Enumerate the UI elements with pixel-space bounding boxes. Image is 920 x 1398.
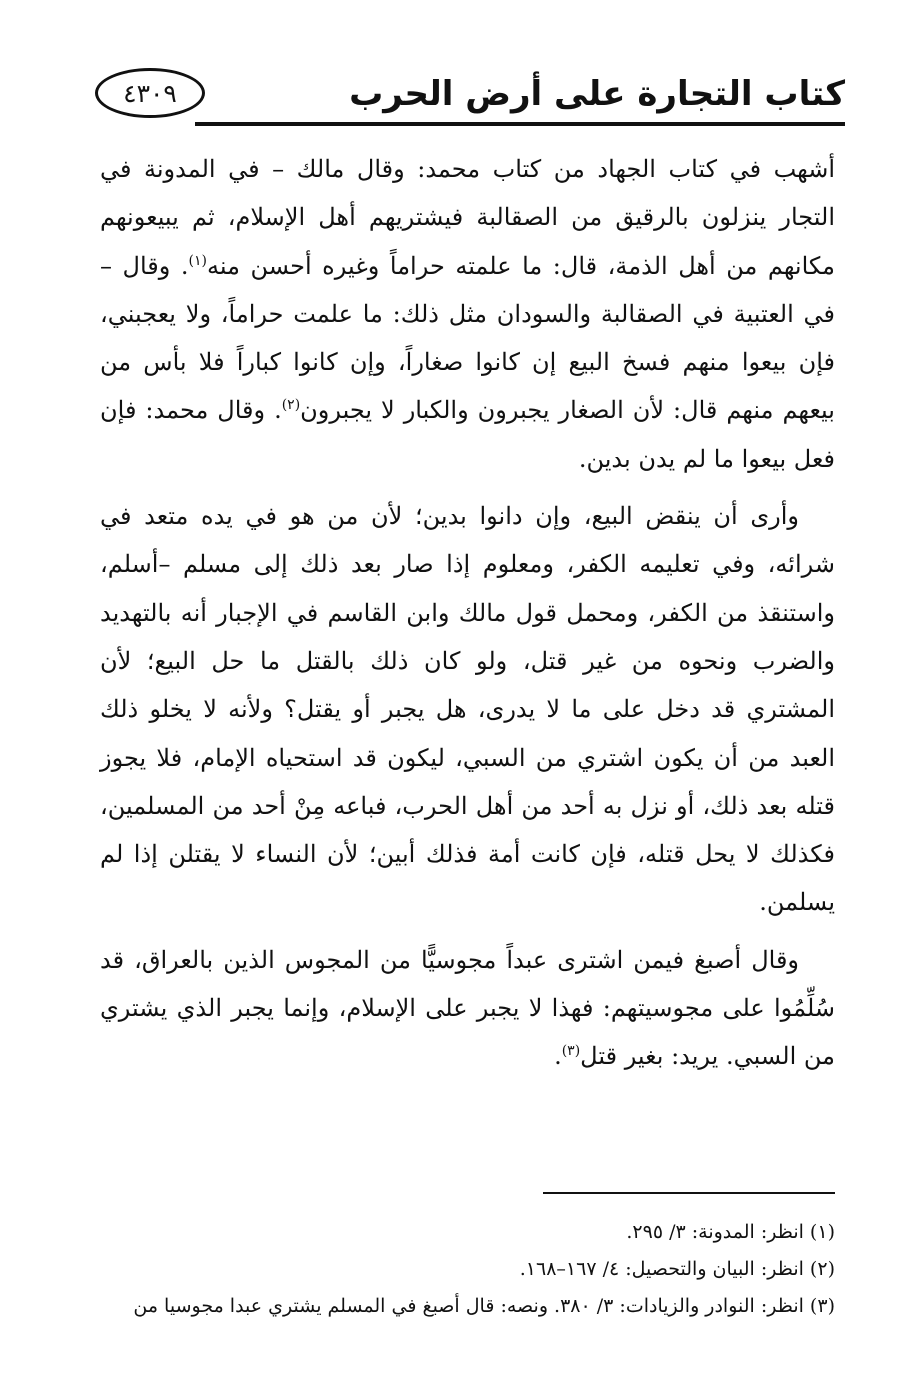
page-number: ٤٣٠٩ — [123, 78, 177, 108]
footnote-ref-3: (٣) — [561, 1043, 581, 1060]
body-text — [100, 145, 835, 1081]
footnote-ref-1: (١) — [188, 252, 207, 269]
paragraph-1-text-a: أشهب في كتاب الجهاد من كتاب محمد: وقال مالك – في المدونة في التجار ينزلون بالرقيق من الصقالبة فيشتريهم أهل الإسلام، ثم يبيعونهم مكانهم من أهل الذمة، قال: ما علمته حراماً وغيره أحسن منه — [100, 155, 835, 280]
paragraph-3 — [100, 936, 835, 1081]
page-number-oval — [95, 68, 205, 118]
footnote-1: (١) انظر: المدونة: ٣/ ٢٩٥. — [626, 1221, 835, 1243]
footnote-separator — [543, 1192, 835, 1194]
footnotes — [100, 1214, 835, 1325]
paragraph-3-text: وقال أصبغ فيمن اشترى عبداً مجوسيًّا من المجوس الذين بالعراق، قد سُلِّمُوا على مجوسيتهم: فهذا لا يجبر على الإسلام، وإنما يجبر الذي يشتري من السبي. يريد: بغير قتل — [100, 945, 835, 1071]
page-header — [95, 66, 845, 128]
footnote-3: (٣) انظر: النوادر والزيادات: ٣/ ٣٨٠. ونصه: قال أصبغ في المسلم يشتري عبدا مجوسيا من — [133, 1295, 835, 1317]
footnote-ref-2: (٢) — [281, 397, 301, 414]
book-title: كتاب التجارة على أرض الحرب — [349, 74, 845, 114]
paragraph-3-end: . — [554, 1042, 562, 1071]
paragraph-1-text-c: . وقال محمد: فإن فعل بيعوا ما لم يدن بدين. — [100, 396, 835, 473]
header-rule — [195, 122, 845, 126]
paragraph-2: وأرى أن ينقض البيع، وإن دانوا بدين؛ لأن من هو في يده متعد في شرائه، وفي تعليمه الكفر، ومعلوم إذا صار بعد ذلك إلى مسلم –أسلم، واستنقذ من الكفر، ومحمل قول مالك وابن القاسم في الإجبار أنه بالتهديد والضرب ونحوه من غير قتل، ولو كان ذلك بالقتل ما حل البيع؛ لأن المشتري قد دخل على ما لا يدرى، هل يجبر أو يقتل؟ ولأنه لا يخلو ذلك العبد من أن يكون اشتري من السبي، ليكون قد استحياه الإمام، فلا يجوز قتله بعد ذلك، أو نزل به أحد من أهل الحرب، فباعه مِنْ أحد من المسلمين، فكذلك لا يحل قتله، فإن كانت أمة فذلك أبين؛ لأن النساء لا يقتلن إذا لم يسلمن. — [100, 502, 836, 917]
paragraph-1 — [100, 145, 835, 483]
footnote-2: (٢) انظر: البيان والتحصيل: ٤/ ١٦٧–١٦٨. — [519, 1258, 835, 1280]
paragraph-1-text-b: . وقال – في العتبية في الصقالبة والسودان مثل ذلك: ما علمت حراماً، ولا يعجبني، فإن بيعوا منهم فسخ البيع إن كانوا صغاراً، وإن كانوا كباراً فلا بأس من بيعهم منهم قال: لأن الصغار يجبرون والكبار لا يجبرون — [100, 251, 835, 425]
